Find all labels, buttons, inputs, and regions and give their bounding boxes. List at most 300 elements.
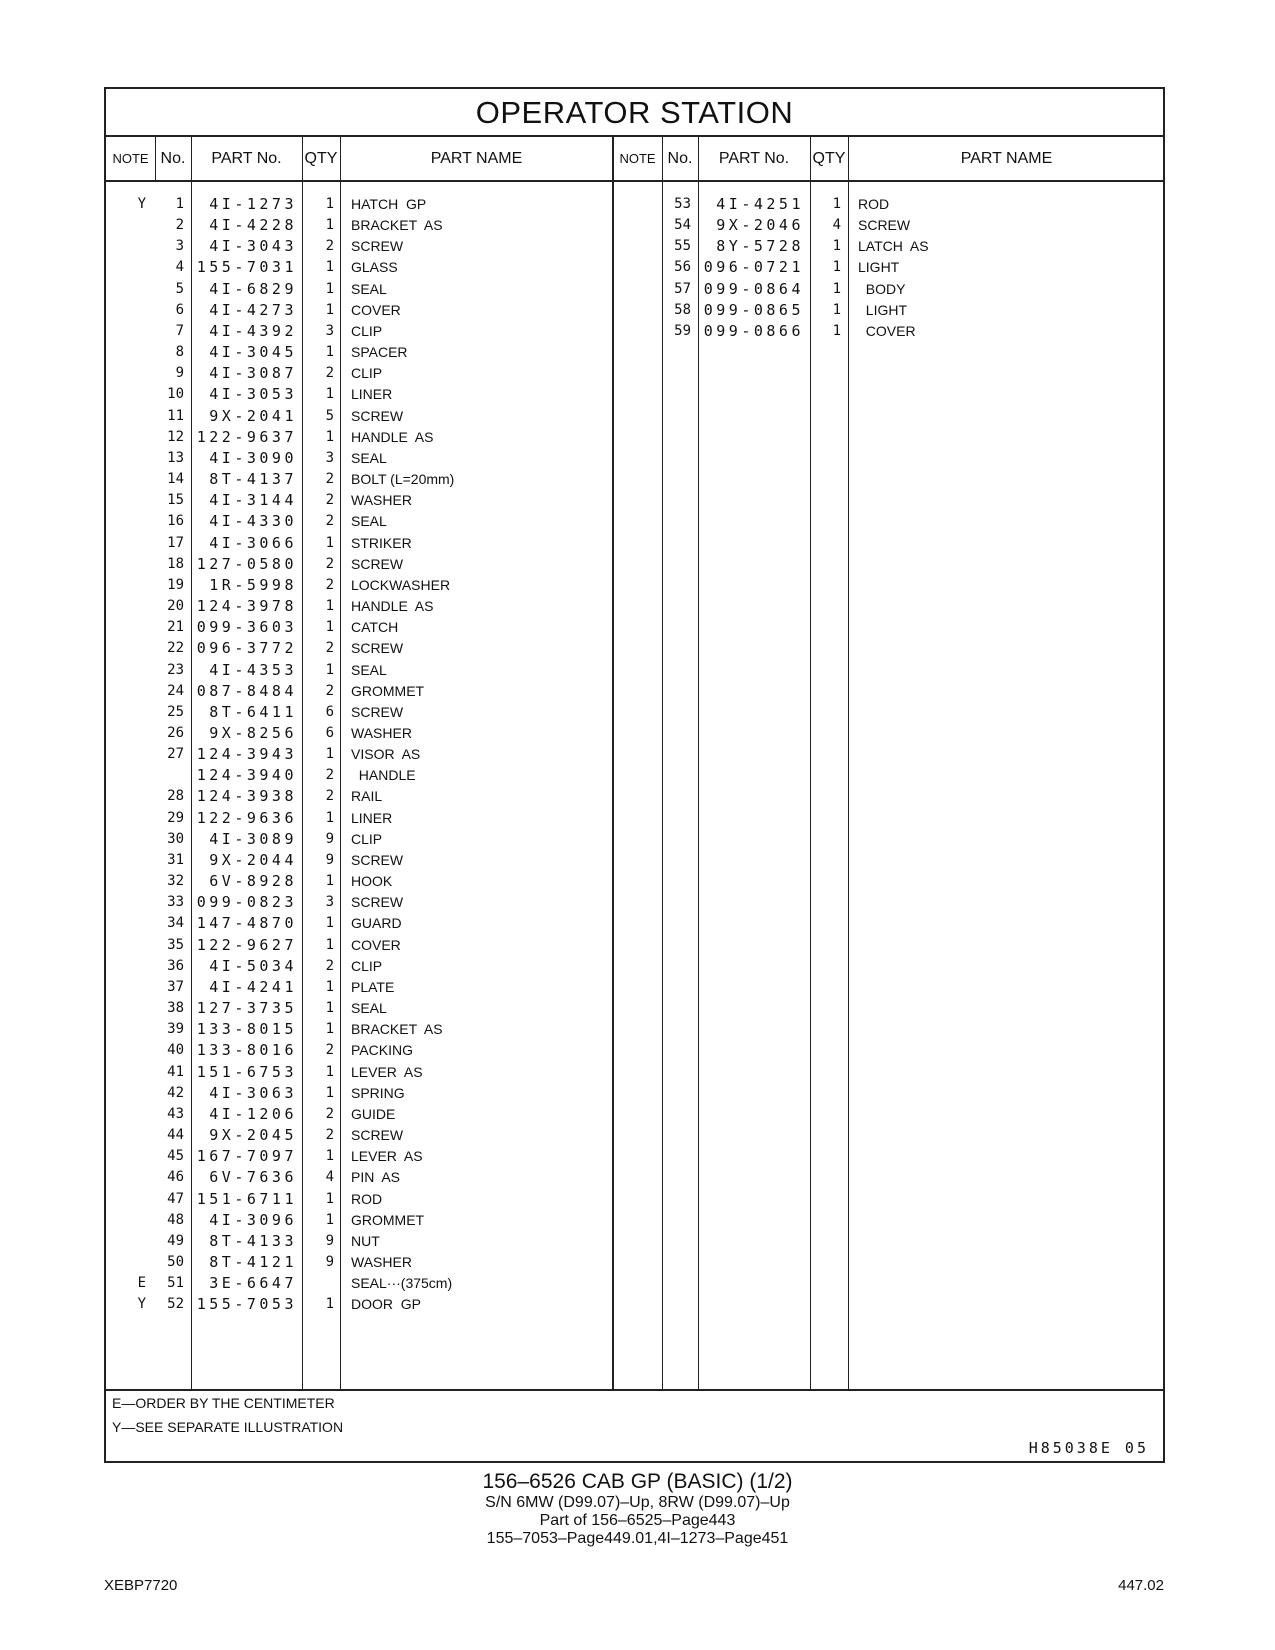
qty-cell: 1	[832, 301, 841, 318]
qty-cell: 1	[325, 1084, 334, 1101]
qty-cell: 5	[325, 407, 334, 424]
table-row	[106, 193, 612, 215]
table-header	[106, 137, 1163, 182]
qty-cell: 2	[325, 1042, 334, 1059]
part-name-cell: LINER	[351, 809, 393, 826]
qty-cell: 1	[325, 1211, 334, 1228]
note-e: E—ORDER BY THE CENTIMETER	[112, 1395, 335, 1411]
header-part-name-right: PART NAME	[960, 150, 1053, 167]
item-number-cell: 50	[167, 1254, 184, 1270]
part-number-cell: 155-7053	[196, 1295, 297, 1314]
qty-cell: 2	[325, 365, 334, 382]
part-name-cell: HOOK	[351, 873, 393, 890]
part-name-cell: SCREW	[351, 555, 404, 572]
part-name-cell: HATCH GP	[351, 196, 427, 212]
qty-cell: 9	[325, 851, 334, 868]
part-number-cell: 087-8484	[196, 681, 297, 700]
table-row	[106, 595, 612, 617]
table-row	[106, 1188, 612, 1210]
part-number-cell: 4I-1206	[209, 1104, 297, 1123]
qty-cell: 1	[325, 661, 334, 678]
illustration-code: H85038E 05	[1028, 1439, 1149, 1457]
table-row	[106, 468, 612, 490]
part-number-cell: 124-3943	[196, 745, 297, 764]
item-number-cell: 17	[167, 534, 184, 551]
table-row	[106, 659, 612, 681]
part-name-cell: SEAL···(375cm)	[351, 1275, 453, 1292]
table-row	[106, 256, 612, 278]
part-number-cell: 147-4870	[196, 914, 297, 933]
qty-cell: 3	[325, 894, 334, 911]
header-qty-left: QTY	[304, 150, 338, 167]
document-code: XEBP7720	[104, 1577, 178, 1594]
part-number-cell: 124-3940	[196, 766, 297, 785]
item-number-cell: 24	[167, 682, 184, 699]
part-name-cell: NUT	[351, 1232, 380, 1249]
table-row	[106, 214, 612, 236]
qty-cell: 1	[325, 936, 334, 953]
qty-cell: 1	[832, 196, 841, 212]
part-number-cell: 099-3603	[196, 618, 297, 637]
item-number-cell: 21	[167, 619, 184, 636]
item-number-cell: 7	[175, 322, 184, 339]
note-cell: E	[137, 1275, 146, 1292]
part-name-cell: WASHER	[351, 1254, 412, 1270]
table-row	[106, 553, 612, 575]
qty-cell: 2	[325, 555, 334, 572]
qty-cell: 2	[325, 682, 334, 699]
part-number-cell: 124-3938	[196, 787, 297, 806]
item-number-cell: 4	[175, 259, 184, 276]
part-number-cell: 4I-3087	[209, 364, 297, 383]
part-number-cell: 4I-3096	[209, 1210, 297, 1229]
qty-cell: 4	[325, 1169, 334, 1186]
part-number-cell: 9X-2045	[209, 1126, 297, 1145]
part-name-cell: PIN AS	[351, 1169, 401, 1186]
header-part-name-left: PART NAME	[430, 150, 523, 167]
part-name-cell: SCREW	[858, 217, 911, 234]
part-name-cell: GLASS	[351, 259, 398, 276]
part-number-cell: 4I-3090	[209, 448, 297, 467]
qty-cell: 1	[325, 978, 334, 995]
table-row	[106, 701, 612, 723]
table-row	[613, 299, 1165, 321]
table-row	[106, 1018, 612, 1040]
qty-cell: 2	[325, 576, 334, 593]
part-number-cell: 127-3735	[196, 999, 297, 1018]
qty-cell: 1	[325, 1148, 334, 1165]
item-number-cell: 34	[167, 915, 184, 932]
qty-cell: 1	[325, 746, 334, 763]
item-number-cell: 14	[167, 471, 184, 488]
part-name-cell: PACKING	[351, 1042, 413, 1059]
qty-cell: 9	[325, 830, 334, 847]
part-name-cell: DOOR GP	[351, 1296, 422, 1313]
part-name-cell: COVER	[351, 301, 401, 318]
part-name-cell: SCREW	[351, 703, 404, 720]
qty-cell: 1	[325, 598, 334, 615]
table-row	[106, 299, 612, 321]
table-row	[106, 1230, 612, 1252]
item-number-cell: 23	[167, 661, 184, 678]
table-row	[106, 489, 612, 511]
part-number-cell: 4I-3063	[209, 1083, 297, 1102]
part-number-cell: 167-7097	[196, 1147, 297, 1166]
header-part-no-left: PART No.	[211, 150, 282, 167]
part-number-cell: 133-8016	[196, 1041, 297, 1060]
table-row	[106, 235, 612, 257]
table-row	[106, 764, 612, 786]
item-number-cell: 15	[167, 492, 184, 509]
part-name-cell: SPACER	[351, 344, 408, 361]
caption-serial: S/N 6MW (D99.07)–Up, 8RW (D99.07)–Up	[485, 1494, 790, 1511]
table-row	[613, 235, 1165, 257]
table-row	[106, 1251, 612, 1273]
table-row	[106, 870, 612, 892]
qty-cell: 3	[325, 449, 334, 466]
qty-cell: 2	[325, 1127, 334, 1144]
part-number-cell: 6V-8928	[209, 872, 297, 891]
caption-main: 156–6526 CAB GP (BASIC) (1/2)	[482, 1470, 793, 1493]
qty-cell: 2	[325, 767, 334, 784]
part-name-cell: WASHER	[351, 492, 412, 509]
table-row	[106, 1209, 612, 1231]
item-number-cell: 9	[175, 365, 184, 382]
item-number-cell: 8	[175, 344, 184, 361]
divider	[155, 137, 156, 182]
item-number-cell: 12	[167, 428, 184, 445]
item-number-cell: 1	[175, 196, 184, 212]
table-row	[106, 828, 612, 850]
part-name-cell: VISOR AS	[351, 746, 421, 763]
table-row	[106, 532, 612, 554]
part-name-cell: SCREW	[351, 1127, 404, 1144]
qty-cell: 1	[325, 619, 334, 636]
qty-cell: 9	[325, 1254, 334, 1270]
item-number-cell: 25	[167, 703, 184, 720]
part-number-cell: 4I-3144	[209, 491, 297, 510]
qty-cell: 1	[325, 1296, 334, 1313]
part-number-cell: 4I-4353	[209, 660, 297, 679]
part-name-cell: BRACKET AS	[351, 1021, 443, 1038]
qty-cell: 2	[325, 640, 334, 657]
part-number-cell: 4I-4392	[209, 321, 297, 340]
table-row	[106, 934, 612, 956]
item-number-cell: 5	[175, 280, 184, 297]
note-y: Y—SEE SEPARATE ILLUSTRATION	[112, 1419, 344, 1435]
part-name-cell: CLIP	[351, 365, 383, 382]
qty-cell: 1	[325, 259, 334, 276]
header-note-right: NOTE	[619, 151, 656, 166]
table-row	[106, 1061, 612, 1083]
part-number-cell: 9X-2041	[209, 406, 297, 425]
item-number-cell: 46	[167, 1169, 184, 1186]
qty-cell: 1	[325, 809, 334, 826]
table-row	[106, 912, 612, 934]
item-number-cell: 38	[167, 1000, 184, 1017]
part-name-cell: SCREW	[351, 894, 404, 911]
part-name-cell: ROD	[351, 1190, 383, 1207]
item-number-cell: 22	[167, 640, 184, 657]
qty-cell: 1	[832, 322, 841, 339]
part-number-cell: 8Y-5728	[716, 237, 804, 256]
item-number-cell: 51	[167, 1275, 184, 1292]
item-number-cell: 54	[674, 217, 691, 234]
part-name-cell: SCREW	[351, 238, 404, 255]
qty-cell: 2	[325, 788, 334, 805]
table-row	[106, 1103, 612, 1125]
table-row	[106, 278, 612, 300]
item-number-cell: 49	[167, 1232, 184, 1249]
item-number-cell: 30	[167, 830, 184, 847]
part-number-cell: 133-8015	[196, 1020, 297, 1039]
part-number-cell: 1R-5998	[209, 575, 297, 594]
table-row	[106, 1039, 612, 1061]
header-qty-right: QTY	[812, 150, 846, 167]
part-name-cell: CLIP	[351, 957, 383, 974]
item-number-cell: 55	[674, 238, 691, 255]
part-number-cell: 124-3978	[196, 597, 297, 616]
part-number-cell: 4I-5034	[209, 956, 297, 975]
table-row	[106, 955, 612, 977]
item-number-cell: 31	[167, 851, 184, 868]
part-number-cell: 099-0866	[703, 321, 804, 340]
header-note-left: NOTE	[112, 151, 149, 166]
table-row	[613, 320, 1165, 342]
part-name-cell: LIGHT	[858, 301, 908, 318]
table-row	[106, 1166, 612, 1188]
part-name-cell: HANDLE AS	[351, 598, 434, 615]
item-number-cell: 19	[167, 576, 184, 593]
table-row	[106, 849, 612, 871]
qty-cell: 1	[325, 1190, 334, 1207]
table-row	[106, 616, 612, 638]
table-row	[106, 1145, 612, 1167]
table-row	[106, 362, 612, 384]
part-number-cell: 4I-3066	[209, 533, 297, 552]
table-row	[106, 891, 612, 913]
note-cell: Y	[137, 196, 146, 212]
qty-cell: 1	[325, 1063, 334, 1080]
qty-cell: 1	[325, 915, 334, 932]
part-name-cell: SEAL	[351, 280, 387, 297]
part-name-cell: RAIL	[351, 788, 383, 805]
part-name-cell: LINER	[351, 386, 393, 403]
part-number-cell: 3E-6647	[209, 1274, 297, 1293]
part-name-cell: PLATE	[351, 978, 395, 995]
table-row	[106, 447, 612, 469]
item-number-cell: 59	[674, 322, 691, 339]
part-number-cell: 4I-3053	[209, 385, 297, 404]
part-name-cell: LEVER AS	[351, 1063, 423, 1080]
part-name-cell: LOCKWASHER	[351, 576, 451, 593]
part-name-cell: LIGHT	[858, 259, 900, 276]
qty-cell: 1	[325, 428, 334, 445]
item-number-cell: 37	[167, 978, 184, 995]
item-number-cell: 56	[674, 259, 691, 276]
qty-cell: 2	[325, 1105, 334, 1122]
part-name-cell: GUARD	[351, 915, 402, 932]
part-name-cell: SEAL	[351, 661, 387, 678]
qty-cell: 1	[832, 259, 841, 276]
part-number-cell: 8T-6411	[209, 702, 297, 721]
item-number-cell: 20	[167, 598, 184, 615]
table-row	[106, 510, 612, 532]
qty-cell: 6	[325, 703, 334, 720]
part-name-cell: ROD	[858, 196, 890, 212]
part-name-cell: GROMMET	[351, 682, 425, 699]
note-cell: Y	[137, 1296, 146, 1313]
qty-cell: 1	[832, 280, 841, 297]
part-number-cell: 9X-2044	[209, 850, 297, 869]
item-number-cell: 53	[674, 196, 691, 212]
part-name-cell: CATCH	[351, 619, 399, 636]
part-number-cell: 151-6711	[196, 1189, 297, 1208]
part-number-cell: 8T-4121	[209, 1253, 297, 1271]
part-number-cell: 122-9627	[196, 935, 297, 954]
table-row	[106, 1082, 612, 1104]
part-number-cell: 6V-7636	[209, 1168, 297, 1187]
table-row	[106, 1124, 612, 1146]
item-number-cell: 47	[167, 1190, 184, 1207]
qty-cell: 6	[325, 725, 334, 741]
part-number-cell: 8T-4137	[209, 470, 297, 489]
part-number-cell: 4I-4273	[209, 300, 297, 319]
part-name-cell: GUIDE	[351, 1105, 396, 1122]
part-number-cell: 4I-1273	[209, 195, 297, 213]
header-no-right: No.	[667, 150, 693, 167]
item-number-cell: 40	[167, 1042, 184, 1059]
table-row	[613, 214, 1165, 236]
qty-cell: 2	[325, 513, 334, 530]
item-number-cell: 33	[167, 894, 184, 911]
part-number-cell: 8T-4133	[209, 1231, 297, 1250]
part-name-cell: CLIP	[351, 322, 383, 339]
caption-references: 155–7053–Page449.01,4I–1273–Page451	[486, 1530, 789, 1547]
part-name-cell: SEAL	[351, 513, 387, 530]
table-row	[106, 637, 612, 659]
part-number-cell: 4I-3089	[209, 829, 297, 848]
item-number-cell: 27	[167, 746, 184, 763]
qty-cell: 1	[325, 196, 334, 212]
part-name-cell: HANDLE	[351, 767, 416, 784]
part-name-cell: CLIP	[351, 830, 383, 847]
qty-cell: 9	[325, 1232, 334, 1249]
notes-section	[106, 1389, 1163, 1463]
part-name-cell: BODY	[858, 280, 906, 297]
item-number-cell: 2	[175, 217, 184, 234]
part-name-cell: SEAL	[351, 1000, 387, 1017]
item-number-cell: 44	[167, 1127, 184, 1144]
table-row	[106, 743, 612, 765]
part-number-cell: 099-0823	[196, 893, 297, 912]
table-row	[106, 574, 612, 596]
item-number-cell: 13	[167, 449, 184, 466]
part-number-cell: 155-7031	[196, 258, 297, 277]
table-row	[106, 1272, 612, 1294]
part-number-cell: 096-3772	[196, 639, 297, 658]
part-number-cell: 4I-4251	[716, 195, 804, 213]
item-number-cell: 29	[167, 809, 184, 826]
part-name-cell: HANDLE AS	[351, 428, 434, 445]
part-number-cell: 4I-6829	[209, 279, 297, 298]
qty-cell: 1	[325, 1000, 334, 1017]
table-row	[106, 383, 612, 405]
part-number-cell: 9X-2046	[716, 216, 804, 235]
qty-cell: 4	[832, 217, 841, 234]
qty-cell: 1	[325, 344, 334, 361]
item-number-cell: 57	[674, 280, 691, 297]
table-row	[106, 807, 612, 829]
part-number-cell: 096-0721	[703, 258, 804, 277]
header-no-left: No.	[160, 150, 186, 167]
table-row	[106, 405, 612, 427]
item-number-cell: 3	[175, 238, 184, 255]
part-number-cell: 122-9637	[196, 427, 297, 446]
part-number-cell: 4I-4330	[209, 512, 297, 531]
part-name-cell: SPRING	[351, 1084, 405, 1101]
qty-cell: 1	[325, 301, 334, 318]
qty-cell: 2	[325, 492, 334, 509]
qty-cell: 2	[325, 957, 334, 974]
page-title: OPERATOR STATION	[106, 89, 1163, 137]
qty-cell: 3	[325, 322, 334, 339]
qty-cell: 1	[325, 386, 334, 403]
item-number-cell: 16	[167, 513, 184, 530]
part-name-cell: GROMMET	[351, 1211, 425, 1228]
part-number-cell: 122-9636	[196, 808, 297, 827]
item-number-cell: 10	[167, 386, 184, 403]
item-number-cell: 6	[175, 301, 184, 318]
part-name-cell: SCREW	[351, 640, 404, 657]
part-number-cell: 099-0864	[703, 279, 804, 298]
qty-cell: 1	[325, 1021, 334, 1038]
part-name-cell: SCREW	[351, 407, 404, 424]
qty-cell: 1	[325, 873, 334, 890]
item-number-cell: 36	[167, 957, 184, 974]
item-number-cell: 11	[167, 407, 184, 424]
table-row	[106, 785, 612, 807]
item-number-cell: 39	[167, 1021, 184, 1038]
table-row	[106, 1293, 612, 1315]
table-row	[106, 997, 612, 1019]
table-row	[106, 426, 612, 448]
qty-cell: 2	[325, 238, 334, 255]
part-name-cell: SEAL	[351, 449, 387, 466]
qty-cell: 1	[325, 217, 334, 234]
item-number-cell: 26	[167, 725, 184, 741]
table-row	[106, 341, 612, 363]
part-name-cell: COVER	[858, 322, 916, 339]
part-name-cell: WASHER	[351, 725, 412, 741]
header-part-no-right: PART No.	[718, 150, 790, 167]
qty-cell: 1	[832, 238, 841, 255]
item-number-cell: 42	[167, 1084, 184, 1101]
table-row	[106, 976, 612, 998]
parts-table-frame	[104, 87, 1165, 1463]
part-number-cell: 4I-3045	[209, 343, 297, 362]
part-name-cell: SCREW	[351, 851, 404, 868]
table-row	[613, 193, 1165, 215]
item-number-cell: 35	[167, 936, 184, 953]
item-number-cell: 32	[167, 873, 184, 890]
qty-cell: 1	[325, 280, 334, 297]
part-name-cell: BRACKET AS	[351, 217, 443, 234]
part-number-cell: 9X-8256	[209, 724, 297, 742]
part-name-cell: BOLT (L=20mm)	[351, 471, 455, 488]
qty-cell: 2	[325, 471, 334, 488]
part-number-cell: 127-0580	[196, 554, 297, 573]
